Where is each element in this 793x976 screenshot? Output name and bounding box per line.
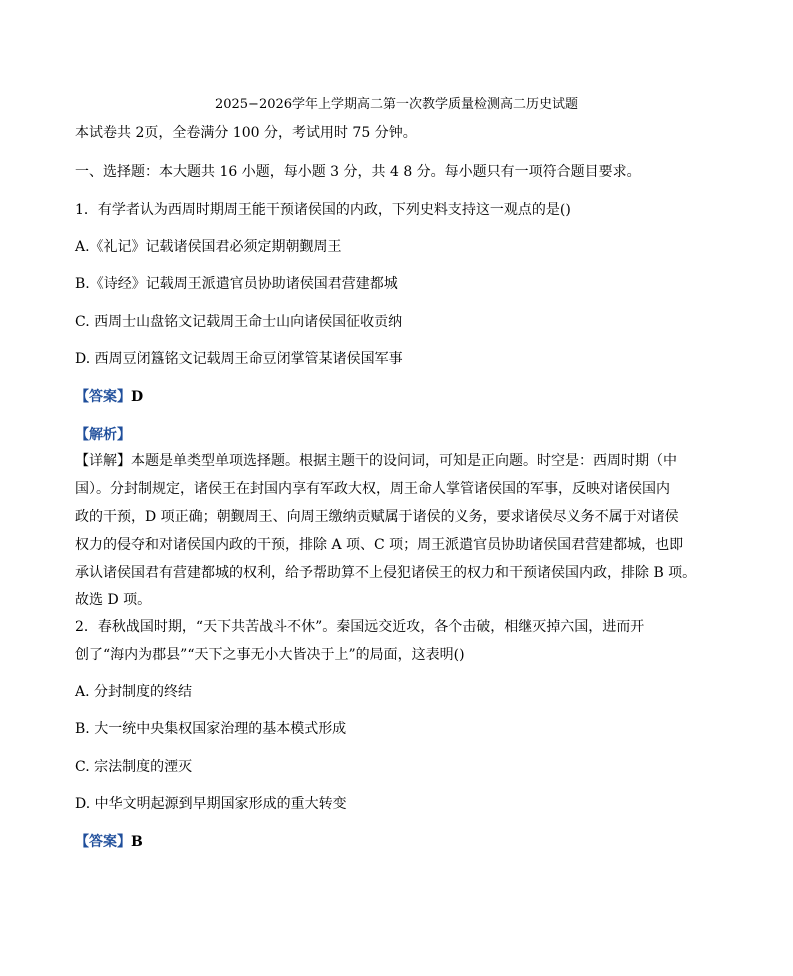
exam-intro: 本试卷共 2页，全卷满分 100 分，考试用时 75 分钟。 xyxy=(75,125,417,141)
question-1-analysis-label xyxy=(75,425,131,445)
question-1-option-a: A.《礼记》记载诸侯国君必须定期朝觐周王 xyxy=(75,239,342,255)
question-1-stem: 1．有学者认为西周时期周王能干预诸侯国的内政，下列史料支持这一观点的是() xyxy=(75,202,571,218)
question-1-option-c: C. 西周士山盘铭文记载周王命士山向诸侯国征收贡纳 xyxy=(75,314,403,330)
question-1-detail-line: 承认诸侯国君有营建都城的权利，给予帮助算不上侵犯诸侯王的权力和干预诸侯国内政，排除 B 项。 xyxy=(75,565,697,581)
question-1-detail-line: 政的干预，D 项正确；朝觐周王、向周王缴纳贡赋属于诸侯的义务，要求诸侯尽义务不属于对诸侯 xyxy=(75,509,679,525)
question-1-detail-line: 【详解】本题是单类型单项选择题。根据主题干的设问词，可知是正向题。时空是：西周时期（中 xyxy=(75,453,677,469)
answer-value: B xyxy=(131,834,143,850)
section-heading: 一、选择题：本大题共 16 小题，每小题 3 分，共 4 8 分。每小题只有一项符合题目要求。 xyxy=(75,164,641,180)
question-1-option-d: D. 西周豆闭簋铭文记载周王命豆闭掌管某诸侯国军事 xyxy=(75,351,403,367)
answer-value: D xyxy=(131,389,144,405)
question-1-detail-line: 国）。分封制规定，诸侯王在封国内享有军政大权，周王命人掌管诸侯国的军事，反映对诸侯国内 xyxy=(75,481,670,497)
answer-label: 【答案】 xyxy=(75,389,131,405)
page-title: 2025−2026学年上学期高二第一次教学质量检测高二历史试题 xyxy=(214,97,579,112)
question-2-option-d: D. 中华文明起源到早期国家形成的重大转变 xyxy=(75,796,347,812)
answer-label: 【答案】 xyxy=(75,834,131,850)
question-1-answer xyxy=(75,387,143,407)
question-1-option-b: B.《诗经》记载周王派遣官员协助诸侯国君营建都城 xyxy=(75,276,398,292)
question-2-answer xyxy=(75,832,143,852)
question-2-option-c: C. 宗法制度的湮灭 xyxy=(75,759,193,775)
question-2-stem-line: 创了“海内为郡县”“天下之事无小大皆决于上”的局面，这表明() xyxy=(75,647,465,663)
question-2-option-a: A. 分封制度的终结 xyxy=(75,684,193,700)
question-2-option-b: B. 大一统中央集权国家治理的基本模式形成 xyxy=(75,721,347,737)
question-2-stem-line: 2．春秋战国时期，“天下共苦战斗不休”。秦国远交近攻，各个击破，相继灭掉六国，进而开 xyxy=(75,619,645,635)
question-1-detail-line: 故选 D 项。 xyxy=(75,592,152,608)
analysis-label: 【解析】 xyxy=(75,427,131,443)
question-1-detail-line: 权力的侵夺和对诸侯国内政的干预，排除 A 项、C 项；周王派遣官员协助诸侯国君营建都城，也即 xyxy=(75,537,684,553)
